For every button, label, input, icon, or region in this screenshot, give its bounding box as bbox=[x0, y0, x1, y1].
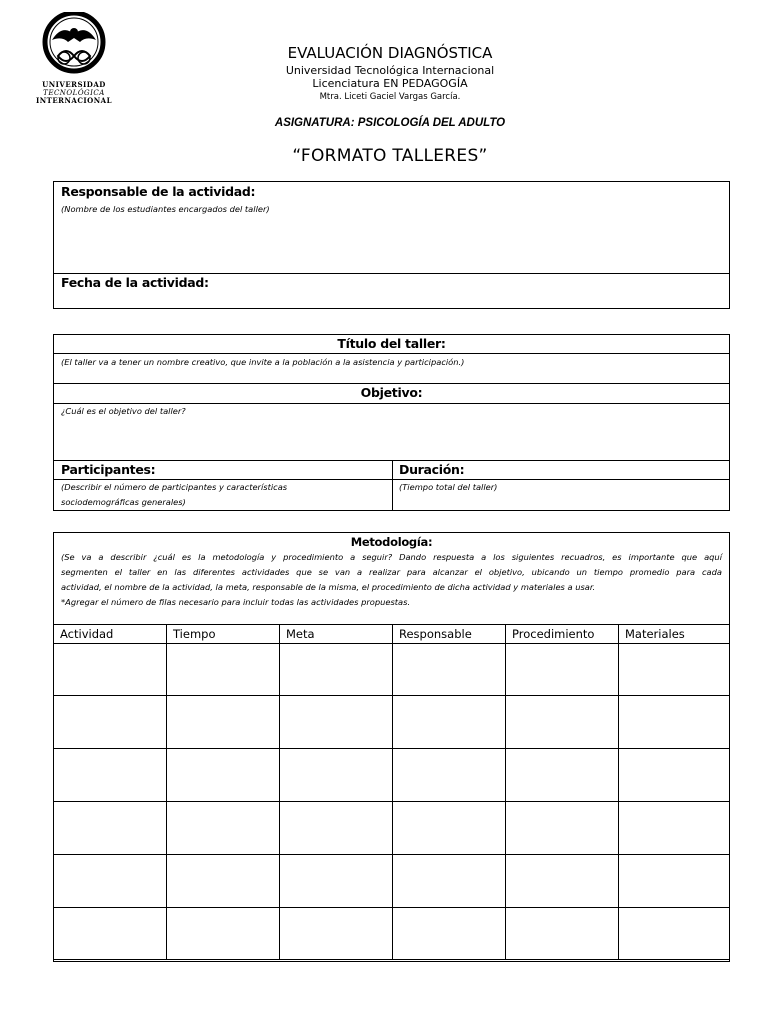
participantes-note-1: (Describir el número de participantes y características bbox=[61, 482, 288, 492]
table-cell[interactable] bbox=[167, 802, 280, 855]
participantes-label: Participantes: bbox=[61, 462, 156, 477]
table-row bbox=[54, 749, 730, 802]
col-materiales: Materiales bbox=[619, 625, 730, 644]
duracion-label: Duración: bbox=[399, 462, 465, 477]
table-cell[interactable] bbox=[54, 908, 167, 960]
metodologia-label: Metodología: bbox=[350, 535, 433, 549]
col-procedimiento: Procedimiento bbox=[506, 625, 619, 644]
col-actividad: Actividad bbox=[54, 625, 167, 644]
table-cell[interactable] bbox=[506, 908, 619, 960]
logo-line-2: TECNOLÓGICA bbox=[43, 89, 105, 97]
metodologia-line-4: *Agregar el número de filas necesario para incluir todas las actividades propuestas. bbox=[61, 597, 411, 607]
table-cell[interactable] bbox=[393, 855, 506, 908]
logo-line-3: INTERNACIONAL bbox=[35, 96, 113, 105]
duracion-note: (Tiempo total del taller) bbox=[399, 482, 498, 492]
table-cell[interactable] bbox=[280, 802, 393, 855]
teacher-name: Mtra. Liceti Gaciel Vargas García. bbox=[319, 92, 461, 102]
table-cell[interactable] bbox=[619, 802, 730, 855]
activities-table bbox=[53, 624, 730, 960]
table-row bbox=[54, 908, 730, 960]
metodologia-line-3: actividad, el nombre de la actividad, la meta, responsable de la misma, el procedimiento de dicha actividad y materiales a usar. bbox=[61, 582, 596, 592]
table-cell[interactable] bbox=[506, 802, 619, 855]
metodologia-line-1: (Se va a describir ¿cuál es la metodología y procedimiento a seguir? Dando respuesta a los siguientes recuadros, es importante que aquí bbox=[61, 552, 722, 562]
table-cell[interactable] bbox=[619, 644, 730, 696]
document-title: EVALUACIÓN DIAGNÓSTICA bbox=[287, 44, 493, 62]
table-cell[interactable] bbox=[167, 908, 280, 960]
table-cell[interactable] bbox=[54, 696, 167, 749]
table-cell[interactable] bbox=[54, 749, 167, 802]
table-cell[interactable] bbox=[280, 696, 393, 749]
table-row bbox=[54, 644, 730, 696]
table-header-row bbox=[54, 625, 730, 644]
table-cell[interactable] bbox=[393, 802, 506, 855]
table-cell[interactable] bbox=[167, 855, 280, 908]
logo-line-1: UNIVERSIDAD bbox=[42, 80, 106, 89]
table-cell[interactable] bbox=[393, 644, 506, 696]
responsable-note: (Nombre de los estudiantes encargados del taller) bbox=[61, 204, 270, 214]
table-cell[interactable] bbox=[393, 908, 506, 960]
col-tiempo: Tiempo bbox=[167, 625, 280, 644]
table-row bbox=[54, 855, 730, 908]
table-cell[interactable] bbox=[280, 908, 393, 960]
table-cell[interactable] bbox=[54, 855, 167, 908]
university-logo bbox=[22, 12, 126, 104]
university-name: Universidad Tecnológica Internacional bbox=[285, 64, 495, 77]
table-cell[interactable] bbox=[54, 802, 167, 855]
objetivo-note: ¿Cuál es el objetivo del taller? bbox=[61, 406, 186, 416]
taller-section bbox=[53, 334, 730, 511]
table-row bbox=[54, 802, 730, 855]
responsable-section bbox=[53, 181, 730, 309]
table-cell[interactable] bbox=[619, 908, 730, 960]
table-cell[interactable] bbox=[619, 855, 730, 908]
format-title: “FORMATO TALLERES” bbox=[292, 146, 488, 166]
titulo-label: Título del taller: bbox=[337, 336, 446, 351]
titulo-note: (El taller va a tener un nombre creativo, que invite a la población a la asistencia y participación.) bbox=[61, 357, 465, 367]
table-cell[interactable] bbox=[619, 749, 730, 802]
fecha-label: Fecha de la actividad: bbox=[61, 275, 209, 290]
table-cell[interactable] bbox=[619, 696, 730, 749]
table-cell[interactable] bbox=[54, 644, 167, 696]
metodologia-line-2: segmenten el taller en las diferentes actividades que se van a realizar para alcanzar el objetivo, ubicando un tiempo promedio para cada bbox=[61, 567, 722, 577]
col-responsable: Responsable bbox=[393, 625, 506, 644]
table-cell[interactable] bbox=[393, 696, 506, 749]
table-cell[interactable] bbox=[393, 749, 506, 802]
degree-name: Licenciatura EN PEDAGOGÍA bbox=[312, 77, 468, 90]
table-cell[interactable] bbox=[280, 644, 393, 696]
table-cell[interactable] bbox=[506, 749, 619, 802]
subject-label: ASIGNATURA: PSICOLOGÍA DEL ADULTO bbox=[274, 117, 506, 129]
table-cell[interactable] bbox=[280, 855, 393, 908]
col-meta: Meta bbox=[280, 625, 393, 644]
table-cell[interactable] bbox=[506, 644, 619, 696]
table-cell[interactable] bbox=[167, 696, 280, 749]
objetivo-label: Objetivo: bbox=[360, 385, 423, 400]
table-cell[interactable] bbox=[506, 855, 619, 908]
logo-emblem-icon bbox=[22, 12, 126, 76]
table-cell[interactable] bbox=[280, 749, 393, 802]
table-cell[interactable] bbox=[167, 644, 280, 696]
table-cell[interactable] bbox=[506, 696, 619, 749]
table-cell[interactable] bbox=[167, 749, 280, 802]
responsable-label: Responsable de la actividad: bbox=[61, 184, 256, 199]
participantes-note-2: sociodemográficas generales) bbox=[61, 497, 186, 507]
table-row bbox=[54, 696, 730, 749]
